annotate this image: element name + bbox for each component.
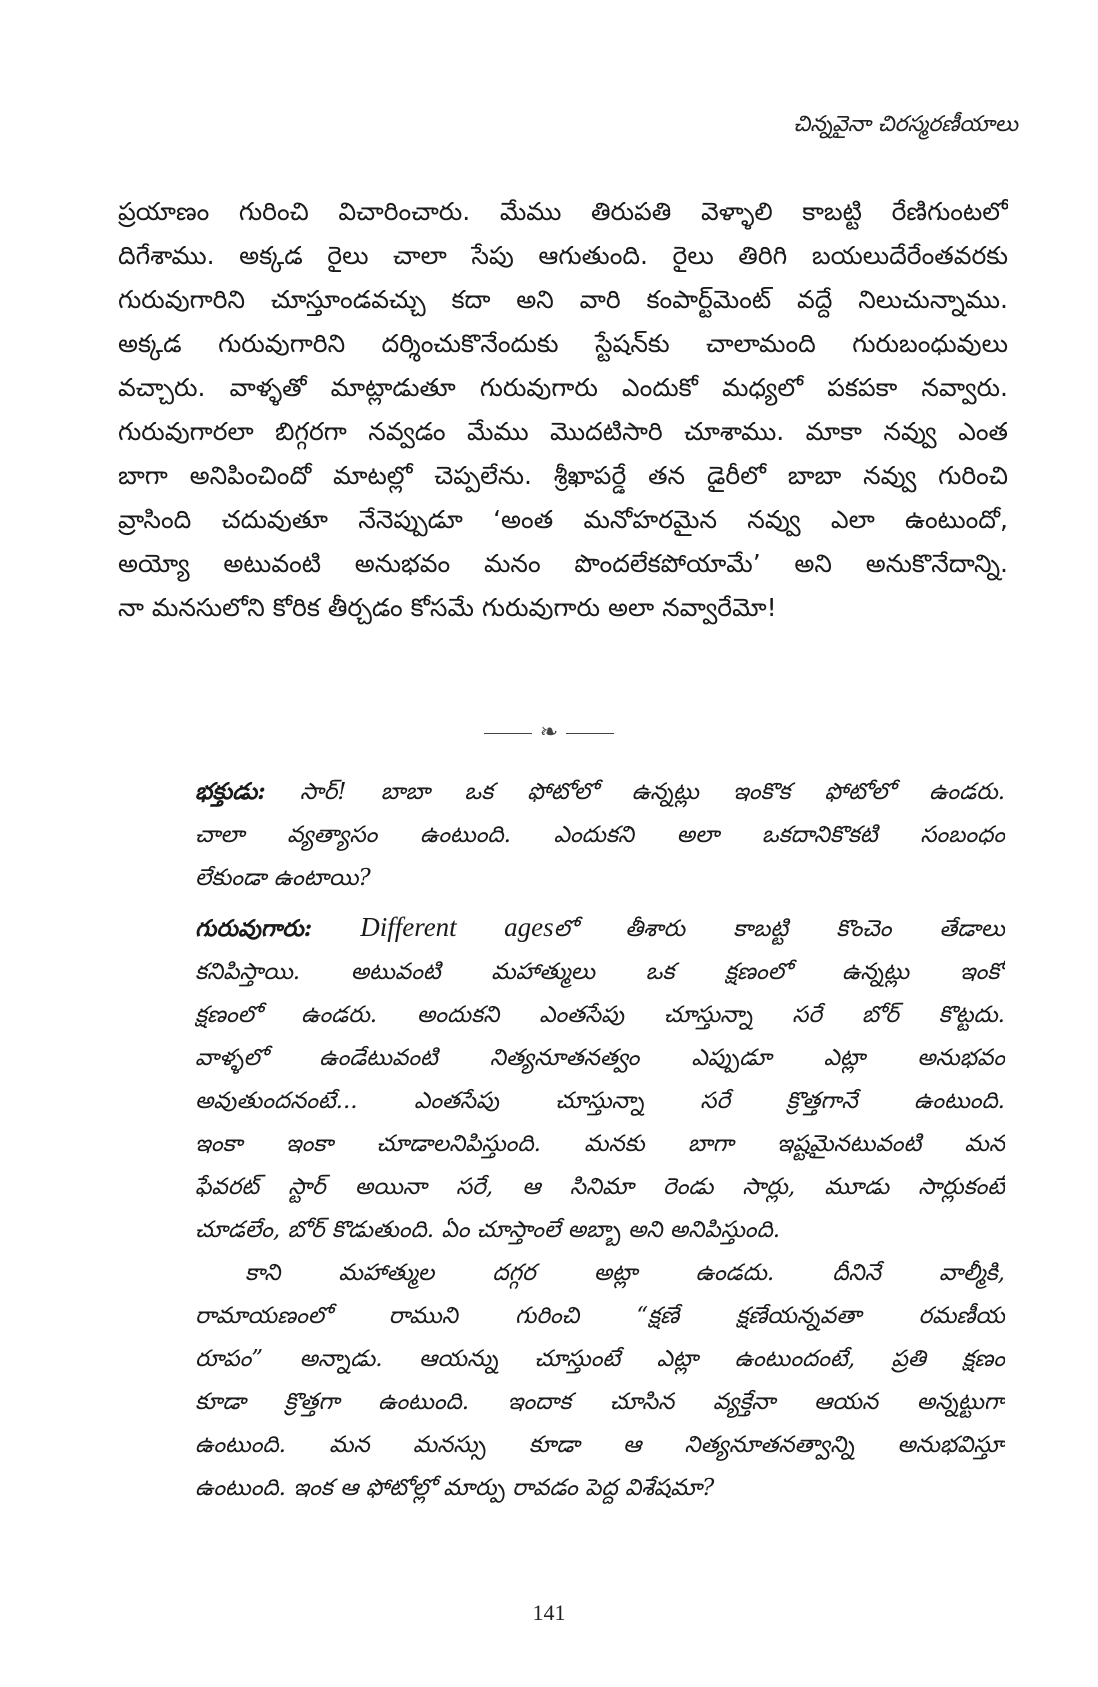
- paragraph-line: ప్రయాణం గురించి విచారించారు. మేము తిరుపతి వెళ్ళాలి కాబట్టి రేణిగుంటలో: [118, 197, 1008, 226]
- dialogue-line: లేకుండా ఉంటాయి?: [195, 865, 371, 891]
- question-text: సార్! బాబా ఒక ఫోటోలో ఉన్నట్లు ఇంకొక ఫోటోలో ఉండరు.: [299, 779, 1005, 805]
- paragraph-line: వచ్చారు. వాళ్ళతో మాట్లాడుతూ గురువుగారు ఎందుకో మధ్యలో పకపకా నవ్వారు.: [118, 373, 1008, 402]
- dialogue-block: [195, 770, 1005, 1510]
- paragraph-line: గురువుగారిని చూస్తూండవచ్చు కదా అని వారి కంపార్ట్‌మెంట్ వద్దే నిలుచున్నాము.: [118, 285, 1008, 314]
- page-number: 141: [532, 1600, 566, 1625]
- ornament-icon: ❧: [539, 720, 559, 745]
- dialogue-line: ఉంటుంది. ఇంక ఆ ఫోటోల్లో మార్పు రావడం పెద్ద విశేషమా?: [195, 1475, 715, 1501]
- dialogue-line: చూడలేం, బోర్ కొడుతుంది. ఏం చూస్తాంలే అబ్బా అని అనిపిస్తుంది.: [195, 1217, 781, 1243]
- paragraph-line: గురువుగారలా బిగ్గరగా నవ్వడం మేము మొదటిసారి చూశాము. మాకా నవ్వు ఎంత: [118, 417, 1008, 446]
- paragraph-line: అయ్యో అటువంటి అనుభవం మనం పొందలేకపోయామే’ అని అనుకొనేదాన్ని.: [118, 549, 1008, 578]
- dialogue-line: రామాయణంలో రాముని గురించి “క్షణే క్షణేయన్నవతా రమణీయ: [195, 1303, 1005, 1329]
- divider-rule-left: [484, 733, 532, 734]
- dialogue-line: కాని మహాత్ముల దగ్గర అట్లా ఉండదు. దీనినే వాల్మీకి,: [245, 1260, 1005, 1286]
- answer-text: లో తీశారు కాబట్టి కొంచెం తేడాలు: [553, 916, 1005, 942]
- dialogue-line: చాలా వ్యత్యాసం ఉంటుంది. ఎందుకని అలా ఒకదానికొకటి సంబంధం: [195, 822, 1005, 848]
- latin-phrase: Different ages: [360, 912, 554, 942]
- dialogue-line: వాళ్ళలో ఉండేటువంటి నిత్యనూతనత్వం ఎప్పుడూ ఎట్లా అనుభవం: [195, 1045, 1005, 1071]
- dialogue-line: ఇంకా ఇంకా చూడాలనిపిస్తుంది. మనకు బాగా ఇష్టమైనటువంటి మన: [195, 1131, 1005, 1157]
- question-first-line: [195, 770, 1005, 814]
- running-header: చిన్నవైనా చిరస్మరణీయాలు: [793, 112, 1018, 137]
- speaker-devotee: భక్తుడు:: [195, 778, 266, 805]
- dialogue-line: రూపం” అన్నాడు. ఆయన్ను చూస్తుంటే ఎట్లా ఉంటుందంటే, ప్రతి క్షణం: [195, 1346, 1005, 1372]
- dialogue-line: కూడా క్రొత్తగా ఉంటుంది. ఇందాక చూసిన వ్యక్తేనా ఆయన అన్నట్టుగా: [195, 1389, 1005, 1415]
- paragraph-line: అక్కడ గురువుగారిని దర్శించుకొనేందుకు స్టేషన్‌కు చాలామంది గురుబంధువులు: [118, 329, 1008, 358]
- paragraph-line: బాగా అనిపించిందో మాటల్లో చెప్పలేను. శ్రీఖాపర్డే తన డైరీలో బాబా నవ్వు గురించి: [118, 461, 1008, 490]
- dialogue-line: కనిపిస్తాయి. అటువంటి మహాత్ములు ఒక క్షణంలో ఉన్నట్లు ఇంకో: [195, 959, 1005, 985]
- dialogue-line: క్షణంలో ఉండరు. అందుకని ఎంతసేపు చూస్తున్నా సరే బోర్ కొట్టదు.: [195, 1002, 1005, 1028]
- dialogue-line: ఉంటుంది. మన మనస్సు కూడా ఆ నిత్యనూతనత్వాన్ని అనుభవిస్తూ: [195, 1432, 1005, 1458]
- speaker-guru: గురువుగారు:: [195, 915, 313, 942]
- section-divider: [0, 720, 1098, 745]
- dialogue-line: అవుతుందనంటే... ఎంతసేపు చూస్తున్నా సరే క్రొత్తగానే ఉంటుంది.: [195, 1088, 1005, 1114]
- dialogue-line: ఫేవరట్ స్టార్ అయినా సరే, ఆ సినిమా రెండు సార్లు, మూడు సార్లుకంటే: [195, 1174, 1005, 1200]
- paragraph-line: నా మనసులోని కోరిక తీర్చడం కోసమే గురువుగారు అలా నవ్వారేమో!: [118, 593, 777, 622]
- divider-rule-right: [566, 733, 614, 734]
- paragraph-line: దిగేశాము. అక్కడ రైలు చాలా సేపు ఆగుతుంది. రైలు తిరిగి బయలుదేరేంతవరకు: [118, 241, 1008, 270]
- paragraph-line: వ్రాసింది చదువుతూ నేనెప్పుడూ ‘అంత మనోహరమైన నవ్వు ఎలా ఉంటుందో,: [118, 505, 1008, 534]
- main-paragraph: [118, 190, 1008, 630]
- answer-first-line: [195, 906, 1005, 951]
